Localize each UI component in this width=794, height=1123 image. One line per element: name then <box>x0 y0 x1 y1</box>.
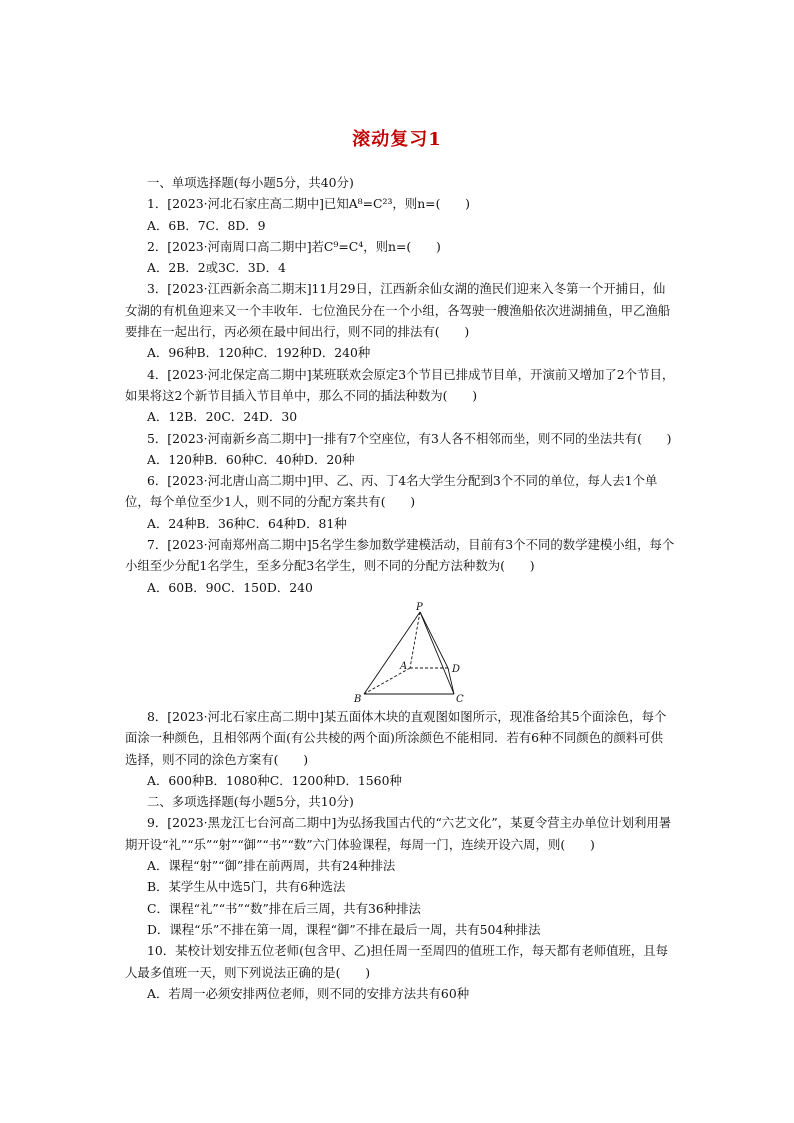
question-3: 3．[2023·江西新余高二期末]11月29日，江西新余仙女湖的渔民们迎来入冬第一个开捕日，仙女湖的有机鱼迎来又一个丰收年．七位渔民分在一个小组，各驾驶一艘渔船依次进湖捕鱼，甲乙渔船要排在一起出行，丙必须在最中间出行，则不同的排法有( ) <box>125 281 671 340</box>
page-title: 滚动复习1 <box>352 129 442 150</box>
pyramid-figure <box>125 598 675 706</box>
pyramid-diagram <box>350 600 470 704</box>
question-9-option-b: B．某学生从中选5门，共有6种选法 <box>147 879 346 895</box>
question-5-options: A．120种B．60种C．40种D．20种 <box>147 451 355 467</box>
edge-pb <box>364 612 420 694</box>
question-7-options: A．60B．90C．150D．240 <box>147 579 313 595</box>
question-2-options: A．2B．2或3C．3D．4 <box>147 260 286 276</box>
label-c: C <box>456 693 464 704</box>
edge-pd <box>420 612 448 668</box>
edge-pa-hidden <box>410 612 420 668</box>
label-p: P <box>416 601 423 613</box>
question-2: 2．[2023·河南周口高二期中]若C⁹=C⁴，则n=( ) <box>147 238 441 254</box>
question-3-options: A．96种B．120种C．192种D．240种 <box>147 345 371 361</box>
question-9-option-d: D．课程“乐”不排在第一周，课程“御”不排在最后一周，共有504种排法 <box>147 921 541 937</box>
question-5: 5．[2023·河南新乡高二期中]一排有7个空座位，有3人各不相邻而坐，则不同的坐法共有( ) <box>147 430 672 446</box>
document-body <box>125 172 675 1004</box>
label-b: B <box>354 693 362 704</box>
question-1: 1．[2023·河北石家庄高二期中]已知A⁸=C²³，则n=( ) <box>147 196 471 212</box>
edge-pc <box>420 612 454 694</box>
question-7: 7．[2023·河南郑州高二期中]5名学生参加数学建模活动，目前有3个不同的数学建模小组，每个小组至少分配1名学生，至多分配3名学生，则不同的分配方法种数为( ) <box>125 537 675 574</box>
section-heading-single-choice: 一、单项选择题(每小题5分，共40分) <box>147 175 354 190</box>
question-4: 4．[2023·河北保定高二期中]某班联欢会原定3个节目已排成节目单，开演前又增加了2个节目，如果将这2个新节目插入节目单中，那么不同的插法种数为( ) <box>125 366 675 403</box>
question-9-option-a: A．课程“射”“御”排在前两周，共有24种排法 <box>147 858 396 874</box>
question-10: 10．某校计划安排五位老师(包含甲、乙)担任周一至周四的值班工作，每天都有老师值班，且每人最多值班一天，则下列说法正确的是( ) <box>125 943 669 980</box>
question-9-option-c: C．课程“礼”“书”“数”排在后三周，共有36种排法 <box>147 900 421 916</box>
label-d: D <box>452 663 461 675</box>
question-10-option-a: A．若周一必须安排两位老师，则不同的安排方法共有60种 <box>147 985 470 1001</box>
section-heading-multiple-choice: 二、多项选择题(每小题5分，共10分) <box>147 794 354 810</box>
question-1-options: A．6B．7C．8D．9 <box>147 217 266 233</box>
question-6: 6．[2023·河北唐山高二期中]甲、乙、丙、丁4名大学生分配到3个不同的单位，每人去1个单位，每个单位至少1人，则不同的分配方案共有( ) <box>125 473 658 510</box>
question-8-options: A．600种B．1080种C．1200种D．1560种 <box>147 772 402 788</box>
question-9: 9．[2023·黑龙江七台河高二期中]为弘扬我国古代的“六艺文化”，某夏令营主办单位计划利用暑期开设“礼”“乐”“射”“御”“书”“数”六门体验课程，每周一门，连续开设六周，则( ) <box>125 815 672 852</box>
question-4-options: A．12B．20C．24D．30 <box>147 409 298 425</box>
question-6-options: A．24种B．36种C．64种D．81种 <box>147 515 347 531</box>
label-a: A <box>400 660 408 672</box>
question-8: 8．[2023·河北石家庄高二期中]某五面体木块的直观图如图所示，现准备给其5个面涂色，每个面涂一种颜色，且相邻两个面(有公共棱的两个面)所涂颜色不能相同．若有6种不同颜色的颜料可供选择，则不同的涂色方案有( ) <box>125 708 667 767</box>
